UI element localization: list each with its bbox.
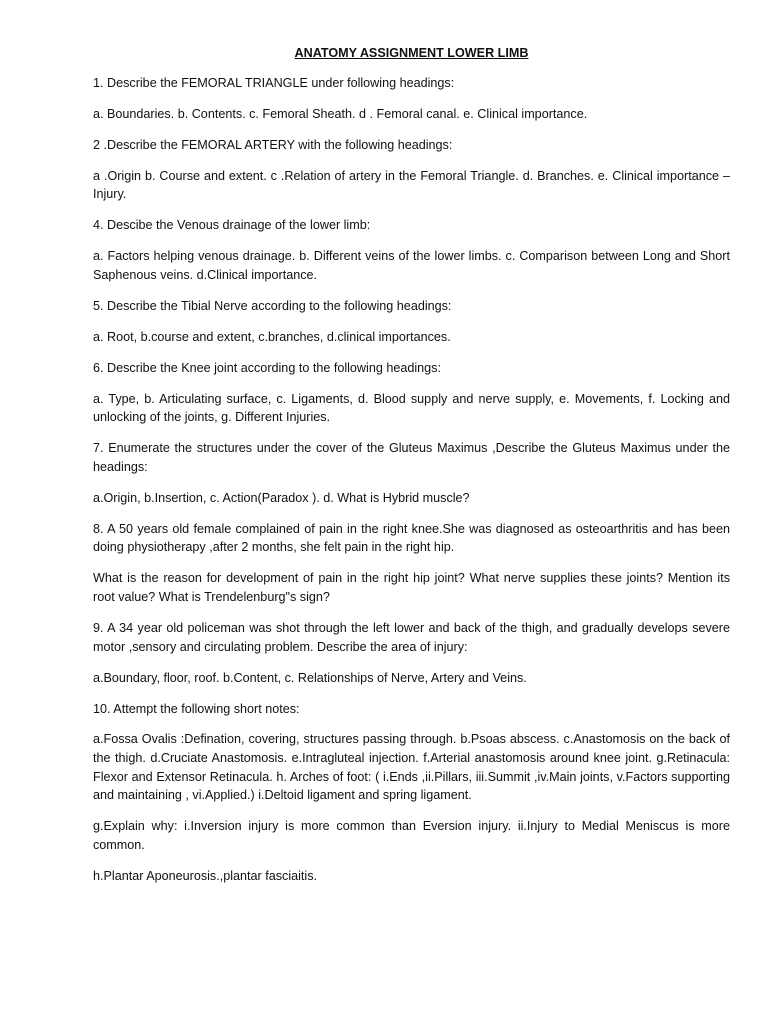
- question-10-explain-why: g.Explain why: i.Inversion injury is more common than Eversion injury. ii.Injury to Medial Meniscus is more common.: [93, 819, 730, 852]
- question-7: 7. Enumerate the structures under the cover of the Gluteus Maximus ,Describe the Gluteus Maximus under the headings:: [93, 441, 730, 474]
- question-8: 8. A 50 years old female complained of pain in the right knee.She was diagnosed as osteoarthritis and has been doing physiotherapy ,after 2 months, she felt pain in the right hip.: [93, 521, 730, 555]
- question-2-headings: a .Origin b. Course and extent. c .Relation of artery in the Femoral Triangle. d. Branches. e. Clinical importance – Injury.: [93, 168, 730, 202]
- question-4: 4. Descibe the Venous drainage of the lower limb:: [93, 218, 371, 233]
- question-9-headings: a.Boundary, floor, roof. b.Content, c. Relationships of Nerve, Artery and Veins.: [93, 670, 527, 685]
- question-4-headings: a. Factors helping venous drainage. b. Different veins of the lower limbs. c. Comparison between Long and Short Saphenous veins. d.Clinical importance.: [93, 249, 730, 282]
- question-10-short-notes: a.Fossa Ovalis :Defination, covering, structures passing through. b.Psoas abscess. c.Anastomosis on the back of the thigh. d.Cruciate Anastomosis. e.Intragluteal injection. f.Arterial anastomosis around knee joint. g.Retinacula: Flexor and Extensor Retinacula. h. Arches of foot: ( i.Ends ,ii.Pillars, iii.Summit ,iv.Main joints, v.Factors supporting and maintaining , vi.Applied.) i.Deltoid ligament and spring ligament.: [93, 732, 730, 803]
- question-6-headings: a. Type, b. Articulating surface, c. Ligaments, d. Blood supply and nerve supply, e. Movements, f. Locking and unlocking of the joints, g. Different Injuries.: [93, 391, 730, 425]
- question-9: 9. A 34 year old policeman was shot through the left lower and back of the thigh, and gradually develops severe motor ,sensory and circulating problem. Describe the area of injury:: [93, 620, 730, 654]
- document-title: ANATOMY ASSIGNMENT LOWER LIMB: [294, 46, 529, 60]
- question-8-subquestions: What is the reason for development of pain in the right hip joint? What nerve supplies these joints? Mention its root value? What is Trendelenburg"s sign?: [93, 571, 730, 604]
- question-10-plantar: h.Plantar Aponeurosis.,plantar fasciaitis.: [93, 868, 318, 883]
- question-6: 6. Describe the Knee joint according to the following headings:: [93, 360, 441, 375]
- question-5: 5. Describe the Tibial Nerve according to the following headings:: [93, 298, 452, 313]
- question-1-headings: a. Boundaries. b. Contents. c. Femoral Sheath. d . Femoral canal. e. Clinical importance.: [93, 106, 588, 121]
- question-2: 2 .Describe the FEMORAL ARTERY with the following headings:: [93, 137, 453, 152]
- question-10: 10. Attempt the following short notes:: [93, 701, 300, 716]
- question-7-headings: a.Origin, b.Insertion, c. Action(Paradox ). d. What is Hybrid muscle?: [93, 490, 470, 505]
- question-1: 1. Describe the FEMORAL TRIANGLE under following headings:: [93, 75, 455, 90]
- question-5-headings: a. Root, b.course and extent, c.branches, d.clinical importances.: [93, 329, 451, 344]
